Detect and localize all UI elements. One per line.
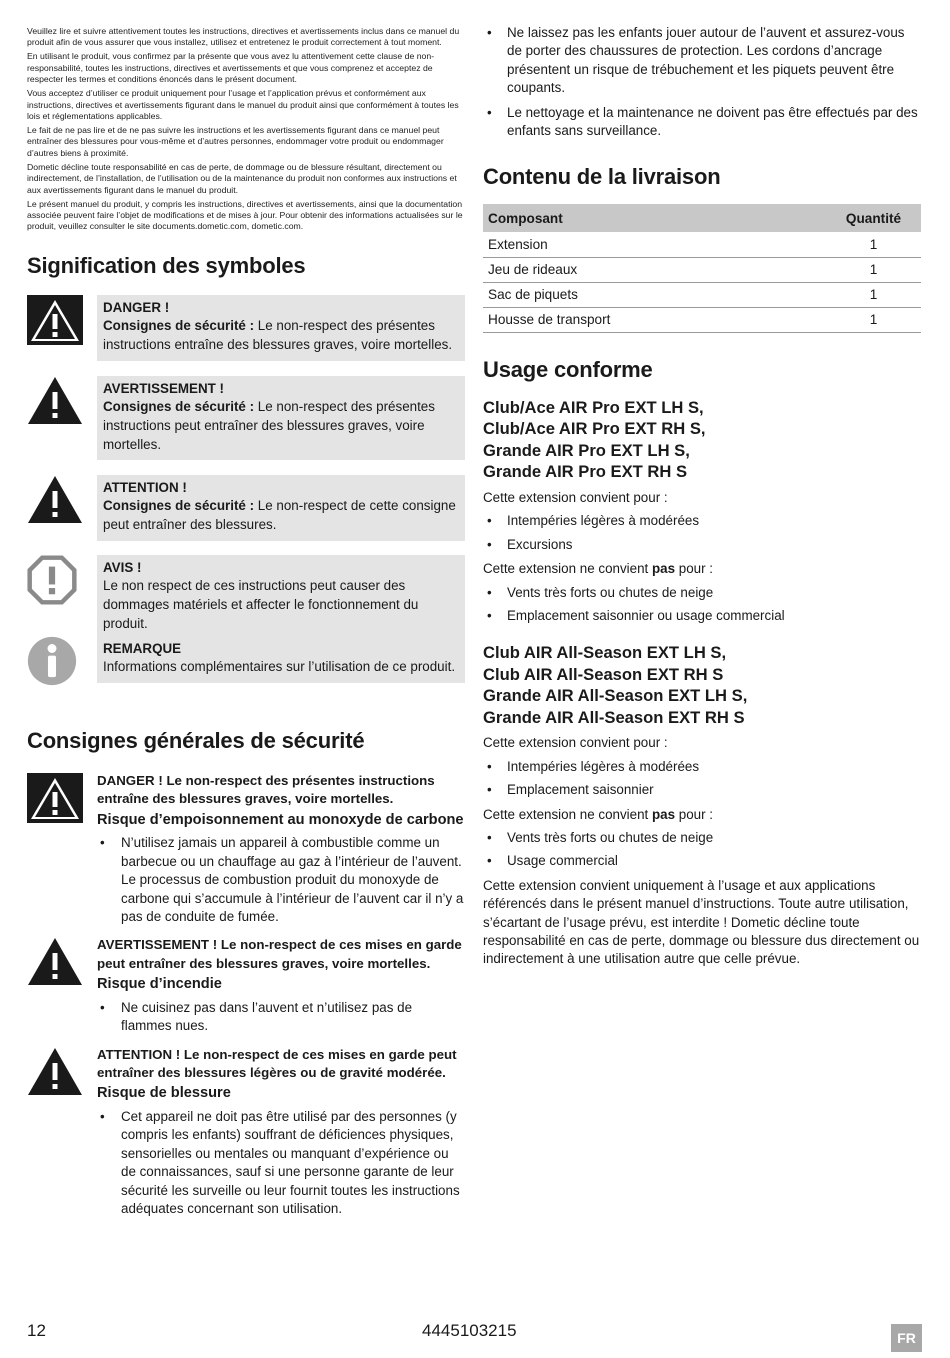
- intro-paragraph: Vous acceptez d’utiliser ce produit uniquement pour l’usage et l’application prévus et conformément aux instructions, directives et avertissements figurant dans le manuel du produit ainsi que conformément à toutes les lois et réglementations applicables.: [27, 88, 459, 122]
- symbol-label: Consignes de sécurité :: [103, 498, 255, 514]
- page-number: 12: [27, 1321, 46, 1340]
- list-item: • N’utilisez jamais un appareil à combustible comme un barbecue ou un chauffage au gaz à l’intérieur de l’auvent. Le processus de combustion produit du monoxyde de carbone qui s’accumule à l’intérieur de l’auvent car il n’y a pas de conduite de fumée.: [97, 834, 465, 926]
- warning-triangle-framed-icon: [27, 772, 83, 824]
- delivery-heading: Contenu de la livraison: [483, 164, 721, 190]
- symbol-notice: [27, 555, 465, 631]
- list-item: • Intempéries légères à modérées: [483, 512, 921, 530]
- model-title: Grande AIR Pro EXT RH S: [483, 462, 688, 482]
- notice-octagon-icon: [27, 555, 77, 605]
- info-circle-icon: [27, 636, 77, 686]
- not-suits-intro: [483, 560, 921, 578]
- table-cell: Extension: [483, 232, 826, 257]
- symbol-text: Le non respect de ces instructions peut causer des dommages matériels et affecter le fonctionnement du produit.: [103, 578, 419, 631]
- list-item: • Emplacement saisonnier: [483, 781, 921, 799]
- table-header-row: [483, 204, 921, 232]
- safety-head: ATTENTION ! Le non-respect de ces mises en garde peut entraîner des blessures légères ou de gravité modérée.: [97, 1046, 457, 1080]
- symbol-box: [97, 376, 465, 460]
- column-header-quantity: Quantité: [826, 204, 921, 232]
- symbol-caution: [27, 475, 465, 538]
- safety-danger-block: [27, 772, 465, 926]
- model-title: Grande AIR Pro EXT LH S,: [483, 440, 690, 460]
- safety-head: DANGER ! Le non-respect des présentes instructions entraîne des blessures graves, voire mortelles.: [97, 772, 435, 807]
- symbol-box: [97, 295, 465, 361]
- list-item: • Excursions: [483, 536, 921, 554]
- language-badge: FR: [891, 1324, 922, 1352]
- warning-triangle-icon: [27, 1046, 83, 1098]
- not-suits-intro: [483, 806, 921, 824]
- symbols-heading: Signification des symboles: [27, 252, 306, 278]
- symbol-text: Informations complémentaires sur l’utilisation de ce produit.: [103, 659, 456, 675]
- symbol-text: Le non-respect des présentes instructions peut entraîner des blessures graves, voire mortelles.: [103, 399, 435, 452]
- symbol-label: Consignes de sécurité :: [103, 318, 255, 334]
- model-title: Club/Ace AIR Pro EXT RH S,: [483, 419, 706, 439]
- list-item: • Ne cuisinez pas dans l’auvent et n’utilisez pas de flammes nues.: [97, 999, 465, 1036]
- not-suits-emphasis: pas: [651, 561, 676, 577]
- table-cell: 1: [826, 307, 921, 332]
- warning-triangle-icon: [27, 936, 83, 988]
- not-suits-emphasis: pas: [651, 806, 676, 822]
- list-item: • Le nettoyage et la maintenance ne doivent pas être effectués par des enfants sans surveillance.: [483, 104, 921, 141]
- table-row: [483, 232, 921, 257]
- not-suits-text: Cette extension ne convient: [483, 561, 652, 577]
- warning-triangle-icon: [27, 475, 83, 525]
- usage-heading: Usage conforme: [483, 356, 653, 382]
- safety-risk-title: Risque d’incendie: [97, 976, 222, 993]
- symbol-label: Consignes de sécurité :: [103, 399, 255, 415]
- symbol-note: [27, 636, 465, 686]
- table-cell: Jeu de rideaux: [483, 257, 826, 282]
- intro-disclaimer: [27, 26, 465, 233]
- symbol-text: Le non-respect des présentes instructions entraîne des blessures graves, voire mortelles.: [103, 318, 453, 353]
- column-header-component: Composant: [483, 204, 826, 232]
- table-row: [483, 282, 921, 307]
- list-item: • Vents très forts ou chutes de neige: [483, 829, 921, 847]
- table-row: [483, 307, 921, 332]
- delivery-table: [483, 204, 921, 333]
- model-title: Grande AIR All-Season EXT RH S: [483, 707, 745, 727]
- table-cell: 1: [826, 232, 921, 257]
- list-item: • Emplacement saisonnier ou usage commercial: [483, 607, 921, 625]
- table-cell: Housse de transport: [483, 307, 826, 332]
- document-number: 4445103215: [422, 1321, 517, 1340]
- list-item: • Ne laissez pas les enfants jouer autour de l’auvent et assurez-vous de porter des chaussures de protection. Les cordons d’ancrage présentent un risque de trébuchement et les piquets peuvent être coupants.: [483, 24, 921, 98]
- usage-group-pro: [483, 397, 921, 625]
- symbol-title: AVERTISSEMENT !: [103, 380, 225, 396]
- model-title: Club AIR All-Season EXT RH S: [483, 664, 724, 684]
- intro-paragraph: Le fait de ne pas lire et de ne pas suivre les instructions et les avertissements figurant dans ce manuel peut entraîner des blessures pour vous-même et d’autres personnes, endommager votre produit ou endommager d’autres biens à proximité.: [27, 125, 444, 158]
- symbol-box: [97, 555, 465, 639]
- symbol-title: AVIS !: [103, 559, 142, 575]
- warning-triangle-icon: [27, 376, 83, 426]
- intro-paragraph: Veuillez lire et suivre attentivement toutes les instructions, directives et avertissements inclus dans ce manuel du produit afin de vous assurer que vous installez, utilisez et entretenez le produit correctement à tout moment.: [27, 26, 460, 48]
- not-suits-text: Cette extension ne convient: [483, 806, 652, 822]
- safety-risk-title: Risque d’empoisonnement au monoxyde de carbone: [97, 811, 464, 828]
- suits-intro: Cette extension convient pour :: [483, 735, 668, 751]
- intro-paragraph: En utilisant le produit, vous confirmez par la présente que vous avez lu attentivement cette clause de non-responsabilité, toutes les instructions, directives et avertissements et que vous comprenez et acceptez de respecter les termes et conditions énoncés dans le présent document.: [27, 51, 435, 85]
- intro-paragraph: Le présent manuel du produit, y compris les instructions, directives et avertissements, ainsi que la documentation associée peuvent faire l’objet de modifications et de mises à jour. Pour obtenir des informations actualisées sur le produit, veuillez consulter le site documents.dometic.com, dometic.com.: [27, 198, 463, 232]
- warning-triangle-framed-icon: [27, 295, 83, 345]
- usage-closing-paragraph: Cette extension convient uniquement à l’usage et aux applications référencés dans le présent manuel d’instructions. Toute autre utilisation, s’écartant de l’usage prévu, est interdite ! Dometic décline toute responsabilité en cas de perte, dommage ou blessure dus directement ou indirectement à une utilisation autre que celle prévue.: [483, 877, 920, 967]
- symbol-text: Le non-respect de cette consigne peut entraîner des blessures.: [103, 498, 456, 533]
- usage-group-all-season: [483, 642, 921, 870]
- safety-head: AVERTISSEMENT ! Le non-respect de ces mises en garde peut entraîner des blessures graves, voire mortelles.: [97, 937, 462, 971]
- left-column: [27, 26, 465, 1226]
- not-suits-text: pour :: [675, 806, 714, 822]
- suits-intro: Cette extension convient pour :: [483, 489, 668, 505]
- safety-caution-block: [27, 1046, 465, 1219]
- intro-paragraph: Dometic décline toute responsabilité en cas de perte, de dommage ou de blessure résultant, directement ou indirectement, de l’installation, de l’utilisation ou de la maintenance du produit non conformes aux instructions et aux avertissements figurant dans le manuel du produit.: [27, 161, 457, 195]
- table-cell: 1: [826, 257, 921, 282]
- symbol-box: [97, 636, 465, 683]
- safety-risk-title: Risque de blessure: [97, 1085, 231, 1102]
- table-row: [483, 257, 921, 282]
- symbol-title: ATTENTION !: [103, 479, 187, 495]
- list-item: • Usage commercial: [483, 852, 921, 870]
- right-column: [483, 24, 921, 969]
- model-title: Club/Ace AIR Pro EXT LH S,: [483, 397, 704, 417]
- symbol-title: DANGER !: [103, 299, 170, 315]
- safety-heading: Consignes générales de sécurité: [27, 727, 365, 753]
- symbol-title: REMARQUE: [103, 640, 182, 656]
- symbol-warning: [27, 376, 465, 458]
- safety-continued-list: [413, 24, 921, 140]
- list-item: • Vents très forts ou chutes de neige: [483, 584, 921, 602]
- model-title: Club AIR All-Season EXT LH S,: [483, 643, 727, 663]
- safety-warning-block: [27, 936, 465, 1035]
- table-cell: Sac de piquets: [483, 282, 826, 307]
- not-suits-text: pour :: [675, 561, 714, 577]
- list-item: • Cet appareil ne doit pas être utilisé par des personnes (y compris les enfants) souffrant de déficiences physiques, sensorielles ou mentales ou manquant d’expérience ou de connaissances, sauf si une personne garante de leur sécurité les surveille ou leur fournit toutes les instructions adéquates concernant son utilisation.: [97, 1108, 465, 1218]
- table-cell: 1: [826, 282, 921, 307]
- symbol-box: [97, 475, 465, 541]
- list-item: • Intempéries légères à modérées: [483, 758, 921, 776]
- symbol-danger: [27, 295, 465, 358]
- model-title: Grande AIR All-Season EXT LH S,: [483, 686, 748, 706]
